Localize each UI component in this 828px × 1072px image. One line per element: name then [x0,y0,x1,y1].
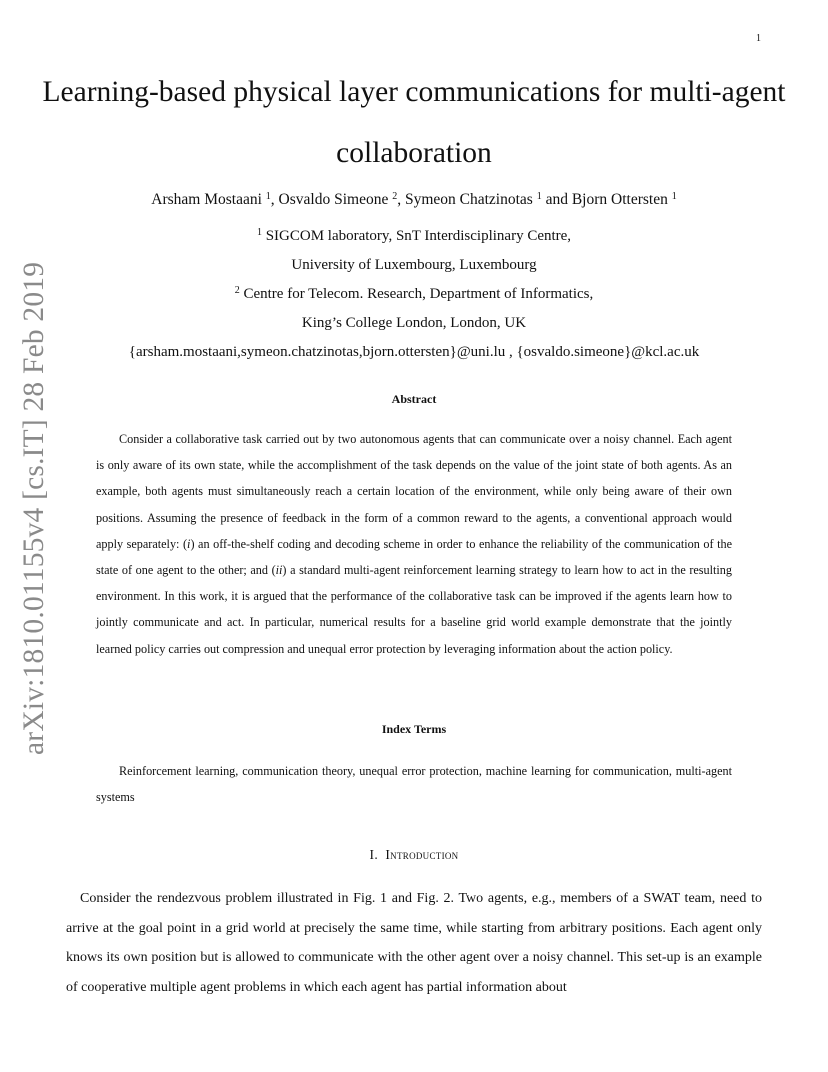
affiliation-1-line-2: University of Luxembourg, Luxembourg [291,257,537,273]
author-affil-mark: 1 [265,191,271,202]
introduction-text: Consider the rendezvous problem illustrated in Fig. 1 and Fig. 2. Two agents, e.g., members of a SWAT team, need to arrive at the goal point in a grid world at precisely the same time, while starting from arbitrary positions. Each agent only knows its own position but is allowed to communicate with the other agent over a noisy channel. This set-up is an example of cooperative multiple agent problems in which each agent has partial information about [66,891,762,995]
index-terms-heading: Index Terms [381,722,447,736]
index-terms-text: Reinforcement learning, communication theory, unequal error protection, machine learning for communication, multi-agent systems [96,764,732,805]
affiliation-2-line-1: $^2$ Centre for Telecom. Research, Department of Informatics, [234,285,594,302]
paper-title: Learning-based physical layer communications for multi-agent collaboration [42,76,786,169]
section-heading [0,847,828,863]
section-numeral: I. [369,847,379,862]
author-name: Arsham Mostaani [151,191,262,208]
author-name: Bjorn Ottersten [571,191,668,208]
author-name: Osvaldo Simeone [278,191,389,208]
author-emails: {arsham.mostaani,symeon.chatzinotas,bjorn.ottersten}@uni.lu , {osvaldo.simeone}@kcl.ac.uk [128,344,700,360]
abstract-text: Consider a collaborative task carried out by two autonomous agents that can communicate over a noisy channel. Each agent is only aware of its own state, while the accomplishment of the task depends on the value of the joint state of both agents. As an example, both agents must simultaneously reach a certain location of the environment, while only being aware of their own positions. Assuming the presence of feedback in the form of a common reward to the agents, a conventional approach would apply separately: (i) an off-the-shelf coding and decoding scheme in order to enhance the reliability of the communication of the state of one agent to the other; and (ii) a standard multi-agent reinforcement learning strategy to learn how to act in the resulting environment. In this work, it is argued that the performance of the collaborative task can be improved if the agents learn how to jointly communicate and act. In particular, numerical results for a baseline grid world example demonstrate that the jointly learned policy carries out compression and unequal error protection by leveraging information about the action policy. [96,432,732,656]
author-affil-mark: 1 [671,191,677,202]
author-affil-mark: 2 [392,191,398,202]
author-list: Arsham Mostaani $^1$, Osvaldo Simeone $^2$, Symeon Chatzinotas $^1$ and Bjorn Ottersten $^1$ [151,191,677,208]
abstract-heading: Abstract [391,392,437,406]
affiliation-1-line-1: $^1$ SIGCOM laboratory, SnT Interdisciplinary Centre, [256,227,572,244]
section-title: Introduction [385,847,459,862]
arxiv-stamp: arXiv:1810.01155v4 [cs.IT] 28 Feb 2019 [18,261,50,755]
page-number: 1 [756,33,761,44]
affiliation-2-line-2: King’s College London, London, UK [301,315,527,331]
author-name: Symeon Chatzinotas [404,191,533,208]
author-affil-mark: 1 [536,191,542,202]
